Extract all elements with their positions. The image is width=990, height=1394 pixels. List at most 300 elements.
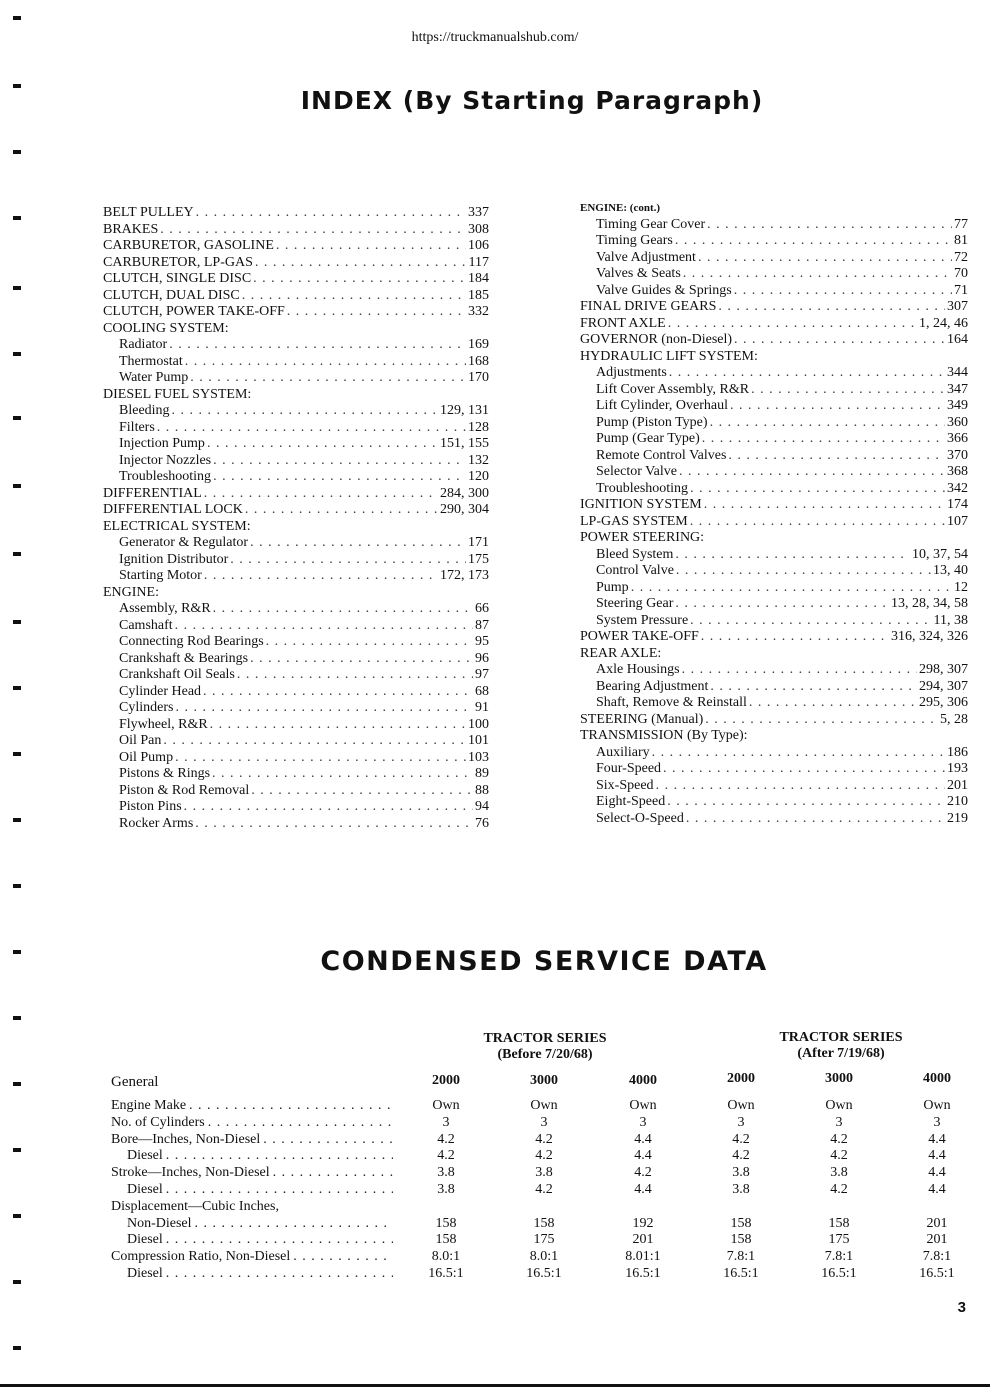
index-entry — [103, 222, 489, 239]
index-entry — [580, 761, 968, 778]
series-group-before-line1: TRACTOR SERIES — [483, 1031, 607, 1046]
index-entry-page: 174 — [947, 497, 968, 512]
leader-dots — [157, 420, 466, 437]
leader-dots — [175, 750, 466, 767]
index-entry-page: 308 — [468, 221, 489, 237]
series-group-after — [751, 1030, 931, 1062]
index-entry-page: 185 — [468, 287, 489, 303]
service-cell: 4.2 — [535, 1182, 553, 1197]
service-cell: 4.2 — [437, 1131, 455, 1147]
leader-dots — [668, 316, 917, 333]
index-entry — [103, 519, 489, 536]
index-entry-label: Injection Pump — [119, 436, 205, 451]
index-entry — [580, 563, 968, 580]
service-cell: 175 — [828, 1232, 850, 1248]
service-cell: Own — [923, 1098, 951, 1113]
index-entry-label: Pump — [596, 579, 629, 595]
index-title: INDEX (By Starting Paragraph) — [300, 86, 764, 115]
index-entry-label: Cylinders — [119, 700, 174, 715]
leader-dots — [690, 514, 945, 531]
leader-dots — [210, 717, 466, 734]
index-entry — [103, 469, 489, 486]
leader-dots — [663, 761, 945, 778]
edge-mark — [13, 286, 21, 290]
service-row-label: Diesel — [127, 1266, 163, 1281]
leader-dots — [686, 811, 945, 828]
index-entry-page: 284, 300 — [440, 485, 489, 501]
service-row-label: Stroke—Inches, Non-Diesel — [111, 1165, 270, 1181]
edge-mark — [13, 1016, 21, 1020]
leader-dots — [203, 684, 473, 701]
service-data-title: CONDENSED SERVICE DATA — [320, 946, 768, 977]
index-entry-label: POWER STEERING: — [580, 530, 705, 545]
leader-dots — [245, 502, 438, 519]
leader-dots — [242, 288, 466, 305]
index-entry-label: Filters — [119, 419, 155, 435]
index-entry-page: 107 — [947, 513, 968, 529]
index-entry — [103, 816, 489, 833]
service-cell: 7.8:1 — [922, 1249, 952, 1265]
service-cell: 7.8:1 — [824, 1249, 854, 1265]
service-cell: 201 — [926, 1215, 948, 1231]
index-entry-label: Shaft, Remove & Reinstall — [596, 695, 747, 710]
service-cell: 4.2 — [535, 1131, 553, 1147]
index-entry — [580, 233, 968, 250]
service-cell: 158 — [533, 1215, 555, 1231]
leader-dots — [204, 568, 438, 585]
leader-dots — [189, 1098, 393, 1114]
edge-mark — [13, 818, 21, 822]
index-entry-page: 89 — [475, 766, 489, 781]
service-cell: Own — [432, 1098, 460, 1113]
index-entry-page: 184 — [468, 271, 489, 286]
index-entry — [580, 349, 968, 366]
service-data-row — [111, 1249, 971, 1266]
leader-dots — [704, 497, 945, 514]
leader-dots — [172, 403, 438, 420]
leader-dots — [185, 354, 466, 371]
index-entry-label: Control Valve — [596, 563, 674, 578]
index-entry-page: 168 — [468, 353, 489, 369]
index-entry-label: FRONT AXLE — [580, 315, 666, 331]
index-entry-page: 298, 307 — [919, 662, 968, 677]
index-entry — [580, 464, 968, 481]
leader-dots — [631, 580, 952, 597]
index-entry-page: 368 — [947, 464, 968, 479]
leader-dots — [195, 1216, 393, 1232]
leader-dots — [166, 1182, 393, 1198]
index-entry — [103, 700, 489, 717]
service-cell: 4.2 — [437, 1148, 455, 1164]
index-entry-page: 96 — [475, 650, 489, 666]
index-entry-label: DIFFERENTIAL LOCK — [103, 502, 243, 517]
leader-dots — [679, 464, 945, 481]
service-cell: 3.8 — [437, 1165, 455, 1181]
index-entry-label: Generator & Regulator — [119, 535, 249, 550]
series-column-header: 2000 — [727, 1071, 755, 1086]
service-cell: 201 — [926, 1232, 948, 1248]
leader-dots — [266, 634, 473, 651]
index-entry-label: STEERING (Manual) — [580, 711, 704, 727]
index-entry-page: 103 — [468, 749, 489, 765]
index-entry-label: Starting Motor — [119, 568, 202, 583]
service-cell: 192 — [632, 1215, 654, 1231]
leader-dots — [690, 481, 945, 498]
service-row-label: Compression Ratio, Non-Diesel — [111, 1249, 291, 1265]
index-entry-page: 151, 155 — [440, 436, 489, 451]
leader-dots — [683, 266, 952, 283]
index-entry-page: 171 — [468, 535, 489, 550]
index-entry-page: 100 — [468, 716, 489, 732]
service-cell: 3 — [835, 1114, 843, 1130]
index-entry — [580, 415, 968, 432]
index-entry-label: FINAL DRIVE GEARS — [580, 299, 717, 314]
index-entry-label: LP-GAS SYSTEM — [580, 513, 688, 529]
index-entry — [580, 316, 968, 333]
leader-dots — [705, 712, 938, 729]
index-entry — [580, 514, 968, 531]
index-entry — [103, 205, 489, 222]
edge-mark — [13, 484, 21, 488]
index-entry-label: Troubleshooting — [596, 480, 689, 496]
leader-dots — [263, 1132, 393, 1148]
leader-dots — [250, 651, 473, 668]
service-data-row — [111, 1148, 971, 1165]
service-data-row — [111, 1199, 971, 1216]
leader-dots — [669, 365, 945, 382]
index-entry-label: Lift Cover Assembly, R&R — [596, 381, 750, 397]
index-entry-label: CARBURETOR, GASOLINE — [103, 238, 274, 253]
index-entry-label: Radiator — [119, 337, 168, 352]
index-entry-label: Selector Valve — [596, 464, 677, 479]
index-entry-label: Oil Pump — [119, 749, 174, 765]
leader-dots — [287, 304, 466, 321]
index-entry-label: CLUTCH, POWER TAKE-OFF — [103, 304, 285, 319]
service-cell: 4.2 — [732, 1131, 750, 1147]
service-row-label: Diesel — [127, 1232, 163, 1248]
service-data-row — [111, 1098, 971, 1115]
series-group-before-line2: (Before 7/20/68) — [497, 1047, 593, 1062]
index-entry-page: 186 — [947, 744, 968, 760]
index-entry-page: 120 — [468, 469, 489, 484]
index-entry-page: 129, 131 — [440, 403, 489, 418]
index-entry — [580, 398, 968, 415]
index-entry-page: 88 — [475, 782, 489, 798]
index-entry — [103, 651, 489, 668]
service-cell: 4.2 — [535, 1148, 553, 1164]
index-entry-label: Remote Control Valves — [596, 447, 727, 463]
leader-dots — [175, 700, 473, 717]
index-entry — [580, 530, 968, 547]
service-cell: 3 — [737, 1114, 745, 1130]
index-entry-page: 307 — [947, 299, 968, 314]
service-cell: 16.5:1 — [428, 1266, 464, 1281]
leader-dots — [710, 679, 917, 696]
index-entry-label: POWER TAKE-OFF — [580, 629, 699, 644]
series-group-before — [455, 1031, 635, 1063]
service-data-row — [111, 1115, 971, 1132]
service-row-label: Displacement—Cubic Inches, — [111, 1198, 279, 1214]
index-entry-page: 87 — [475, 617, 489, 633]
index-entry-page: 77 — [954, 216, 968, 232]
edge-mark — [13, 752, 21, 756]
edge-mark — [13, 1082, 21, 1086]
index-entry-page: 13, 40 — [933, 563, 968, 578]
leader-dots — [676, 563, 931, 580]
service-row-label: Non-Diesel — [127, 1215, 192, 1231]
section-label-general: General — [111, 1074, 159, 1090]
index-entry-label: GOVERNOR (non-Diesel) — [580, 332, 733, 347]
index-entry-page: 106 — [468, 238, 489, 253]
index-entry-page: 72 — [954, 249, 968, 265]
index-entry — [580, 695, 968, 712]
index-left-column — [103, 205, 489, 832]
index-entry — [103, 321, 489, 338]
index-entry — [103, 684, 489, 701]
series-group-after-line1: TRACTOR SERIES — [779, 1030, 903, 1045]
service-cell: 3.8 — [830, 1165, 848, 1181]
index-entry — [103, 799, 489, 816]
service-cell: 16.5:1 — [919, 1266, 955, 1281]
index-entry-label: CARBURETOR, LP-GAS — [103, 254, 253, 270]
index-entry-label: Auxiliary — [596, 744, 650, 760]
source-url[interactable]: https://truckmanualshub.com/ — [411, 30, 579, 45]
index-entry-page: 193 — [947, 761, 968, 776]
index-entry-page: 91 — [475, 700, 489, 715]
leader-dots — [749, 695, 917, 712]
service-cell: 158 — [435, 1215, 457, 1231]
edge-mark — [13, 1280, 21, 1284]
index-entry-page: 101 — [468, 733, 489, 748]
service-cell: 7.8:1 — [726, 1249, 756, 1265]
leader-dots — [710, 415, 945, 432]
service-cell: 158 — [730, 1232, 752, 1248]
index-entry-page: 95 — [475, 634, 489, 649]
edge-mark — [13, 950, 21, 954]
index-entry — [103, 436, 489, 453]
index-entry — [580, 679, 968, 696]
index-entry-label: TRANSMISSION (By Type): — [580, 728, 748, 743]
index-entry — [103, 667, 489, 684]
index-entry — [580, 266, 968, 283]
service-cell: 158 — [828, 1215, 850, 1231]
leader-dots — [237, 667, 473, 684]
service-cell: 3 — [639, 1114, 647, 1130]
index-entry — [103, 535, 489, 552]
index-entry-page: 5, 28 — [940, 711, 968, 727]
service-data-row — [111, 1266, 971, 1283]
index-entry-label: Bearing Adjustment — [596, 678, 709, 694]
index-entry — [103, 370, 489, 387]
leader-dots — [166, 1266, 393, 1282]
index-entry-page: 347 — [947, 381, 968, 397]
service-row-label: Diesel — [127, 1182, 163, 1197]
index-entry-label: ENGINE: — [103, 584, 159, 600]
index-entry-page: 132 — [468, 452, 489, 468]
index-entry-page: 290, 304 — [440, 502, 489, 517]
index-entry-label: Cylinder Head — [119, 683, 202, 699]
index-entry-label: REAR AXLE: — [580, 645, 662, 661]
index-entry — [103, 568, 489, 585]
index-entry-label: Lift Cylinder, Overhaul — [596, 398, 729, 413]
index-entry-page: 81 — [954, 233, 968, 248]
leader-dots — [184, 799, 473, 816]
index-entry-label: Rocker Arms — [119, 815, 194, 831]
index-entry-label: Select-O-Speed — [596, 810, 684, 826]
index-entry-page: 201 — [947, 777, 968, 793]
index-entry-label: CLUTCH, SINGLE DISC — [103, 271, 252, 286]
series-column-header: 3000 — [530, 1073, 558, 1088]
service-cell: 4.4 — [928, 1165, 946, 1181]
service-cell: 16.5:1 — [526, 1266, 562, 1281]
index-entry-page: 12 — [954, 579, 968, 595]
index-entry — [580, 332, 968, 349]
index-entry-label: Camshaft — [119, 617, 173, 633]
leader-dots — [690, 613, 931, 630]
index-entry — [580, 431, 968, 448]
index-entry-page: 94 — [475, 799, 489, 814]
index-entry-label: Pump (Gear Type) — [596, 431, 700, 446]
index-entry-label: Pistons & Rings — [119, 766, 211, 781]
index-entry-label: Crankshaft & Bearings — [119, 650, 249, 666]
edge-mark — [13, 552, 21, 556]
index-entry-page: 70 — [954, 266, 968, 281]
leader-dots — [213, 601, 473, 618]
edge-mark — [13, 1214, 21, 1218]
index-entry — [580, 745, 968, 762]
leader-dots — [190, 370, 466, 387]
leader-dots — [207, 436, 438, 453]
index-entry-label: Piston Pins — [119, 799, 182, 814]
index-entry — [580, 629, 968, 646]
service-data-row — [111, 1232, 971, 1249]
service-cell: 16.5:1 — [625, 1266, 661, 1281]
index-entry — [103, 403, 489, 420]
service-cell: Own — [727, 1098, 755, 1113]
service-data-row — [111, 1165, 971, 1182]
index-entry-label: DIESEL FUEL SYSTEM: — [103, 386, 252, 402]
index-entry — [103, 255, 489, 272]
index-entry — [580, 646, 968, 663]
leader-dots — [273, 1165, 393, 1181]
series-column-header: 4000 — [629, 1073, 657, 1088]
index-entry-label: Timing Gears — [596, 233, 673, 248]
service-cell: 4.4 — [634, 1148, 652, 1164]
leader-dots — [255, 255, 467, 272]
index-entry — [103, 585, 489, 602]
index-entry — [103, 337, 489, 354]
index-entry — [580, 283, 968, 300]
index-entry — [580, 299, 968, 316]
index-entry-page: 97 — [475, 667, 489, 682]
service-data-row — [111, 1132, 971, 1149]
service-cell: 3 — [933, 1114, 941, 1130]
leader-dots — [160, 222, 466, 239]
index-entry — [103, 601, 489, 618]
index-entry-page: 360 — [947, 414, 968, 430]
index-entry-page: 210 — [947, 794, 968, 809]
service-cell: Own — [530, 1098, 558, 1113]
index-right-header-label: ENGINE: (cont.) — [580, 202, 661, 214]
index-entry-label: Four-Speed — [596, 761, 662, 776]
service-cell: 16.5:1 — [821, 1266, 857, 1281]
leader-dots — [212, 766, 473, 783]
index-entry-label: Bleed System — [596, 546, 674, 562]
leader-dots — [208, 1115, 393, 1131]
bottom-rule — [0, 1384, 990, 1387]
series-column-header: 3000 — [825, 1071, 853, 1086]
leader-dots — [195, 816, 473, 833]
index-entry-page: 344 — [947, 365, 968, 380]
leader-dots — [728, 448, 945, 465]
index-entry — [103, 304, 489, 321]
leader-dots — [730, 398, 945, 415]
service-row-label: Engine Make — [111, 1098, 187, 1113]
service-cell: 8.0:1 — [431, 1249, 461, 1265]
index-entry-page: 11, 38 — [933, 612, 968, 628]
index-entry — [580, 580, 968, 597]
service-cell: 158 — [730, 1215, 752, 1231]
index-entry-label: Steering Gear — [596, 596, 674, 611]
leader-dots — [163, 733, 466, 750]
index-entry — [580, 596, 968, 613]
index-entry — [103, 750, 489, 767]
index-entry-label: Connecting Rod Bearings — [119, 634, 264, 649]
index-entry-label: Ignition Distributor — [119, 551, 229, 567]
index-entry-page: 170 — [468, 370, 489, 385]
index-entry — [103, 783, 489, 800]
index-entry-page: 68 — [475, 683, 489, 699]
index-entry-label: Axle Housings — [596, 662, 680, 677]
leader-dots — [213, 469, 466, 486]
index-entry — [103, 552, 489, 569]
service-cell: 175 — [533, 1232, 555, 1248]
index-entry-label: Pump (Piston Type) — [596, 414, 708, 430]
index-entry-page: 349 — [947, 398, 968, 413]
leader-dots — [682, 662, 917, 679]
leader-dots — [213, 453, 466, 470]
index-entry — [580, 481, 968, 498]
index-entry — [580, 217, 968, 234]
index-right-header — [580, 200, 968, 217]
series-group-after-line2: (After 7/19/68) — [797, 1046, 885, 1061]
page-number: 3 — [957, 1299, 966, 1316]
index-entry-label: CLUTCH, DUAL DISC — [103, 287, 240, 303]
leader-dots — [734, 332, 945, 349]
service-cell: 4.4 — [928, 1182, 946, 1197]
index-entry — [103, 271, 489, 288]
service-cell: 4.2 — [732, 1148, 750, 1164]
index-entry — [580, 778, 968, 795]
service-cell: 16.5:1 — [723, 1266, 759, 1281]
leader-dots — [718, 299, 945, 316]
index-entry-page: 66 — [475, 601, 489, 616]
index-entry-label: Eight-Speed — [596, 794, 666, 809]
service-data-row — [111, 1216, 971, 1233]
service-row-label: Diesel — [127, 1148, 163, 1164]
edge-mark — [13, 216, 21, 220]
index-entry — [580, 662, 968, 679]
index-entry — [103, 288, 489, 305]
index-entry — [580, 811, 968, 828]
index-entry-label: Flywheel, R&R — [119, 716, 208, 732]
service-cell: 3.8 — [732, 1165, 750, 1181]
index-entry-page: 169 — [468, 337, 489, 352]
service-cell: 4.4 — [928, 1131, 946, 1147]
leader-dots — [675, 233, 952, 250]
service-cell: 3.8 — [437, 1182, 455, 1197]
edge-mark — [13, 84, 21, 88]
